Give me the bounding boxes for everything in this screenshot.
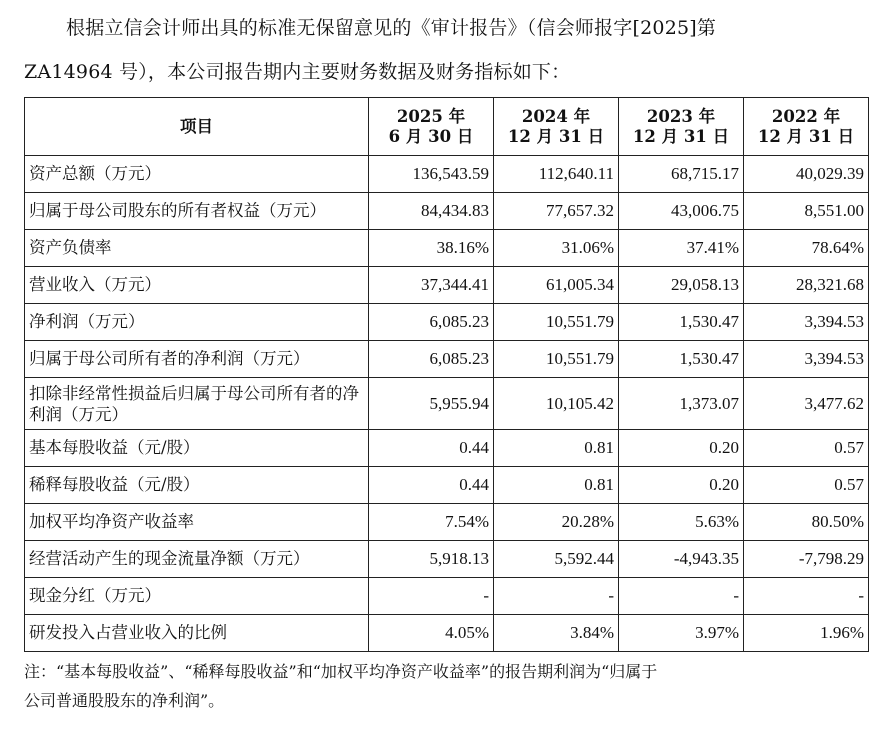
row-value: 1,530.47 [619, 341, 744, 378]
table-row [25, 193, 869, 230]
row-value: 4.05% [369, 615, 494, 652]
row-value: 31.06% [494, 230, 619, 267]
row-label: 稀释每股收益（元/股） [25, 467, 369, 504]
table-header-row [25, 98, 869, 156]
row-value: 29,058.13 [619, 267, 744, 304]
row-label: 经营活动产生的现金流量净额（万元） [25, 541, 369, 578]
row-value: 77,657.32 [494, 193, 619, 230]
row-value: 10,551.79 [494, 341, 619, 378]
row-value: 37,344.41 [369, 267, 494, 304]
row-value: 10,105.42 [494, 378, 619, 430]
financial-data-table [24, 97, 869, 652]
row-value: 5,955.94 [369, 378, 494, 430]
row-value: 43,006.75 [619, 193, 744, 230]
row-value: 28,321.68 [744, 267, 869, 304]
row-label: 加权平均净资产收益率 [25, 504, 369, 541]
row-value: 0.44 [369, 430, 494, 467]
table-row [25, 156, 869, 193]
row-value: 5,918.13 [369, 541, 494, 578]
row-value: 5,592.44 [494, 541, 619, 578]
row-label: 扣除非经常性损益后归属于母公司所有者的净利润（万元） [25, 378, 369, 430]
row-value: 38.16% [369, 230, 494, 267]
row-value: 6,085.23 [369, 304, 494, 341]
header-item: 项目 [25, 98, 369, 156]
header-col-2024: 2024 年 12 月 31 日 [494, 98, 619, 156]
row-value: 0.44 [369, 467, 494, 504]
row-value: 10,551.79 [494, 304, 619, 341]
row-value: 6,085.23 [369, 341, 494, 378]
table-row [25, 504, 869, 541]
row-value: 1,530.47 [619, 304, 744, 341]
table-row [25, 615, 869, 652]
row-label: 现金分红（万元） [25, 578, 369, 615]
row-value: 1,373.07 [619, 378, 744, 430]
table-row [25, 230, 869, 267]
row-value: 112,640.11 [494, 156, 619, 193]
table-row [25, 304, 869, 341]
row-label: 资产总额（万元） [25, 156, 369, 193]
table-row [25, 267, 869, 304]
table-row [25, 341, 869, 378]
row-label: 研发投入占营业收入的比例 [25, 615, 369, 652]
row-value: 84,434.83 [369, 193, 494, 230]
row-value: 0.57 [744, 467, 869, 504]
row-value: - [744, 578, 869, 615]
table-row [25, 541, 869, 578]
row-label: 归属于母公司所有者的净利润（万元） [25, 341, 369, 378]
row-value: 3.97% [619, 615, 744, 652]
row-value: 8,551.00 [744, 193, 869, 230]
row-value: 0.20 [619, 430, 744, 467]
row-value: 0.57 [744, 430, 869, 467]
table-row [25, 378, 869, 430]
row-label: 归属于母公司股东的所有者权益（万元） [25, 193, 369, 230]
row-value: 136,543.59 [369, 156, 494, 193]
table-row [25, 578, 869, 615]
row-label: 净利润（万元） [25, 304, 369, 341]
header-col-2025h1: 2025 年 6 月 30 日 [369, 98, 494, 156]
row-value: -7,798.29 [744, 541, 869, 578]
row-value: 40,029.39 [744, 156, 869, 193]
row-value: 3,394.53 [744, 341, 869, 378]
footnote [24, 657, 874, 715]
row-value: 80.50% [744, 504, 869, 541]
row-value: 3,477.62 [744, 378, 869, 430]
intro-paragraph [24, 6, 874, 94]
row-value: -4,943.35 [619, 541, 744, 578]
header-col-2022: 2022 年 12 月 31 日 [744, 98, 869, 156]
header-col-2023: 2023 年 12 月 31 日 [619, 98, 744, 156]
row-value: 37.41% [619, 230, 744, 267]
footnote-line-1: 注：“基本每股收益”、“稀释每股收益”和“加权平均净资产收益率”的报告期利润为“归属于 [24, 662, 658, 681]
row-value: - [619, 578, 744, 615]
intro-line-1: 根据立信会计师出具的标准无保留意见的《审计报告》（信会师报字[2025]第 [66, 17, 717, 39]
table-row [25, 430, 869, 467]
row-value: 1.96% [744, 615, 869, 652]
table-row [25, 467, 869, 504]
row-value: - [494, 578, 619, 615]
row-value: 68,715.17 [619, 156, 744, 193]
row-value: - [369, 578, 494, 615]
row-value: 5.63% [619, 504, 744, 541]
intro-line-2: ZA14964 号），本公司报告期内主要财务数据及财务指标如下： [24, 61, 571, 83]
row-value: 20.28% [494, 504, 619, 541]
row-value: 7.54% [369, 504, 494, 541]
row-value: 0.81 [494, 467, 619, 504]
footnote-line-2: 公司普通股股东的净利润”。 [24, 691, 225, 710]
row-label: 营业收入（万元） [25, 267, 369, 304]
row-label: 基本每股收益（元/股） [25, 430, 369, 467]
row-value: 78.64% [744, 230, 869, 267]
row-value: 3.84% [494, 615, 619, 652]
row-label: 资产负债率 [25, 230, 369, 267]
row-value: 61,005.34 [494, 267, 619, 304]
row-value: 0.81 [494, 430, 619, 467]
row-value: 3,394.53 [744, 304, 869, 341]
row-value: 0.20 [619, 467, 744, 504]
